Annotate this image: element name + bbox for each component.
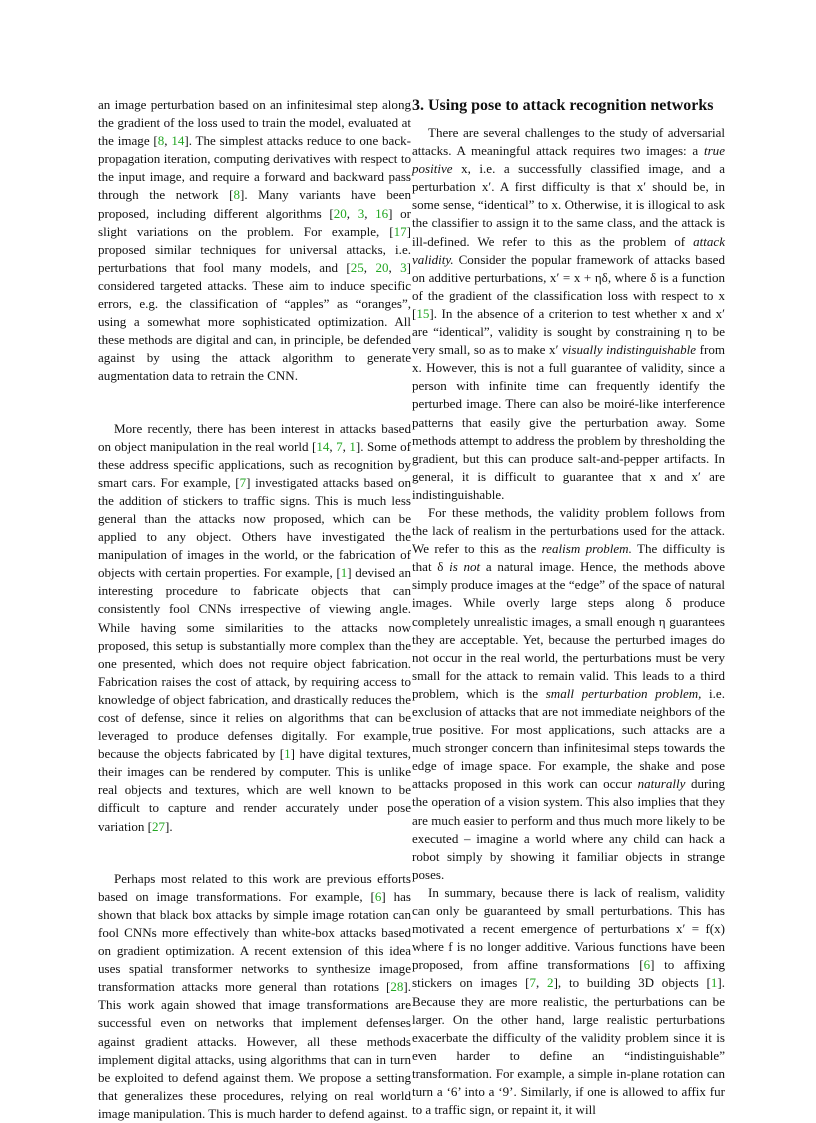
paragraph-gradient-attacks: an image perturbation based on an infinitesimal step along the gradient of the loss used to train the model, evaluated at the image [8, 14]. The simplest attacks reduce to one back-propagation iteration, computing derivatives with respect to the input image, and require a forward and backward pass through the network [8]. Many variants have been proposed, including different algorithms [20, 3, 16] or slight variations on the problem. For example, [17] proposed similar techniques for universal attacks, i.e. perturbations that fool many models, and [25, 20, 3] considered targeted attacks. These aim to induce specific errors, e.g. the classification of “apples” as “oranges”, using a somewhat more sophisticated optimization. All these methods are digital and can, in principle, be defended against by using the attack algorithm to generate augmentation data to retrain the CNN. bbox=[98, 97, 412, 384]
citation-link[interactable]: 2 bbox=[547, 975, 554, 991]
citation-link[interactable]: 25 bbox=[350, 259, 364, 275]
section-heading: 3. Using pose to attack recognition networks bbox=[412, 97, 714, 114]
citation-link[interactable]: 3 bbox=[357, 205, 365, 221]
citation-link[interactable]: 6 bbox=[374, 888, 382, 904]
paragraph-real-world-attacks: More recently, there has been interest in attacks based on object manipulation in the real world [14, 7, 1]. Some of these address specific applications, such as recognition by smart cars. For example, [7] investigated attacks based on the addition of stickers to traffic signs. This is much less general than the attacks now proposed, which can be applied to any object. Others have investigated the manipulation of images in the world, or the fabrication of objects with certain properties. For example, [1] devised an interesting procedure to fabricate objects that can consistently fool CNNs irrespective of viewing angle. While having some similarities to the attacks now proposed, this setup is substantially more complex than the one presented, which does not require object fabrication. Fabrication raises the cost of attack, by requiring access to knowledge of object fabrication, and drastically reduces the cost of defense, since it relies on algorithms that can be leveraged to produce defenses digitally. For example, because the objects fabricated by [1] have digital textures, their images can be rendered by computer. This is unlike real objects and textures, which are well known to be difficult to capture and render accurately under pose variation [27]. bbox=[98, 420, 412, 834]
citation-link[interactable]: 6 bbox=[643, 957, 651, 973]
paragraph-realism-problem: For these methods, the validity problem follows from the lack of realism in the perturbations used for the attack. We refer to this as the realism problem. The difficulty is that δ is not a natural image. Hence, the methods above simply produce images at the “edge” of the space of natural images. While overly large steps along δ produce completely unrealistic images, a small enough η guarantees they are acceptable. Yet, because the perturbed images do not occur in the real world, the perturbations must be very small for the attack to remain valid. This leads to a third problem, which is the small perturbation problem, i.e. exclusion of attacks that are not immediate neighbors of the true positive. For most applications, such attacks are a much stronger concern than infinitesimal steps towards the edge of image space. For example, the shake and pose attacks proposed in this work can occur naturally during the operation of a vision system. This also implies that they are much easier to perform and thus much more likely to be executed – imagine a world where any child can hack a robot simply by showing it familiar objects in strange poses. bbox=[412, 504, 726, 882]
citation-link[interactable]: 8 bbox=[157, 133, 165, 149]
citation-link[interactable]: 7 bbox=[529, 975, 537, 991]
italic-phrase: true positive bbox=[412, 143, 725, 177]
left-column bbox=[98, 96, 411, 1123]
citation-link[interactable]: 14 bbox=[316, 438, 330, 454]
citation-link[interactable]: 27 bbox=[151, 818, 166, 834]
citation-link[interactable]: 20 bbox=[333, 205, 347, 221]
paragraph-summary: In summary, because there is lack of realism, validity can only be guaranteed by small perturbations. This has motivated a recent emergence of perturbations x′ = f(x) where f is no longer additive. Various functions have been proposed, from affine transformations [6] to affixing stickers on images [7, 2], to building 3D objects [1]. Because they are more realistic, the perturbations can be larger. On the other hand, large realistic perturbations exacerbate the difficulty of the validity problem since it is even harder to define an “indistinguishable” transformation. For example, a simple in-plane rotation can turn a ‘6’ into a ‘9’. Similarly, if one is allowed to affix fur to a traffic sign, or repaint it, it will bbox=[412, 884, 725, 1118]
citation-link[interactable]: 1 bbox=[349, 438, 356, 454]
paragraph-image-transformations: Perhaps most related to this work are previous efforts based on image transformations. For example, [6] has shown that black box attacks by simple image rotation can fool CNNs more effectively than white-box attacks based on gradient optimization. A recent extension of this idea uses spatial transformer networks to synthesize image transformation attacks more general than rotations [28]. This work again showed that image transformations are successful even on networks that implement defenses against gradient attacks. However, all these methods implement digital attacks, using algorithms that can in turn be exploited to defend against them. We propose a setting that generalizes these procedures, relying on real world image manipulation. This is much harder to defend against. bbox=[98, 870, 412, 1121]
italic-phrase: attack validity. bbox=[412, 233, 725, 267]
citation-link[interactable]: 14 bbox=[171, 133, 185, 149]
italic-phrase: visually indistinguishable bbox=[562, 342, 697, 358]
citation-link[interactable]: 7 bbox=[239, 474, 247, 490]
citation-link[interactable]: 1 bbox=[710, 975, 718, 991]
italic-phrase: realism problem. bbox=[541, 541, 632, 557]
italic-phrase: naturally bbox=[637, 776, 686, 792]
italic-phrase: small perturbation problem, bbox=[545, 685, 702, 701]
citation-link[interactable]: 17 bbox=[393, 223, 407, 239]
paragraph-attack-validity: There are several challenges to the study of adversarial attacks. A meaningful attack requires two images: a true positive x, i.e. a successfully classified image, and a perturbation x′. A first difficulty is that x′ should be, in some sense, “identical” to x. Otherwise, it is illogical to ask the classifier to assign it to the same class, and the attack is ill-defined. We refer to this as the problem of attack validity. Consider the popular framework of attacks based on additive perturbations, x′ = x + ηδ, where δ is a function of the gradient of the classification loss with respect to x [15]. In the absence of a criterion to test whether x and x′ are “identical”, validity is sought by constraining η to be very small, so as to make x′ visually indistinguishable from x. However, this is not a full guarantee of validity, since a person with infinite time can frequently identify the perturbed image. There can also be moiré-like interference patterns that easily give the perturbation away. Some methods attempt to address the problem by thresholding the gradient, but this can produce salt-and-pepper artifacts. In general, it is difficult to guarantee that x and x′ are indistinguishable. bbox=[412, 125, 726, 502]
right-column bbox=[412, 96, 725, 1119]
citation-link[interactable]: 15 bbox=[416, 305, 430, 321]
citation-link[interactable]: 28 bbox=[390, 979, 404, 995]
citation-link[interactable]: 1 bbox=[340, 565, 348, 581]
citation-link[interactable]: 16 bbox=[375, 205, 389, 221]
citation-link[interactable]: 8 bbox=[233, 187, 240, 203]
italic-phrase: is not bbox=[449, 559, 481, 575]
citation-link[interactable]: 20 bbox=[375, 259, 389, 275]
citation-link[interactable]: 7 bbox=[336, 438, 343, 454]
citation-link[interactable]: 1 bbox=[284, 746, 291, 762]
citation-link[interactable]: 3 bbox=[400, 259, 407, 275]
